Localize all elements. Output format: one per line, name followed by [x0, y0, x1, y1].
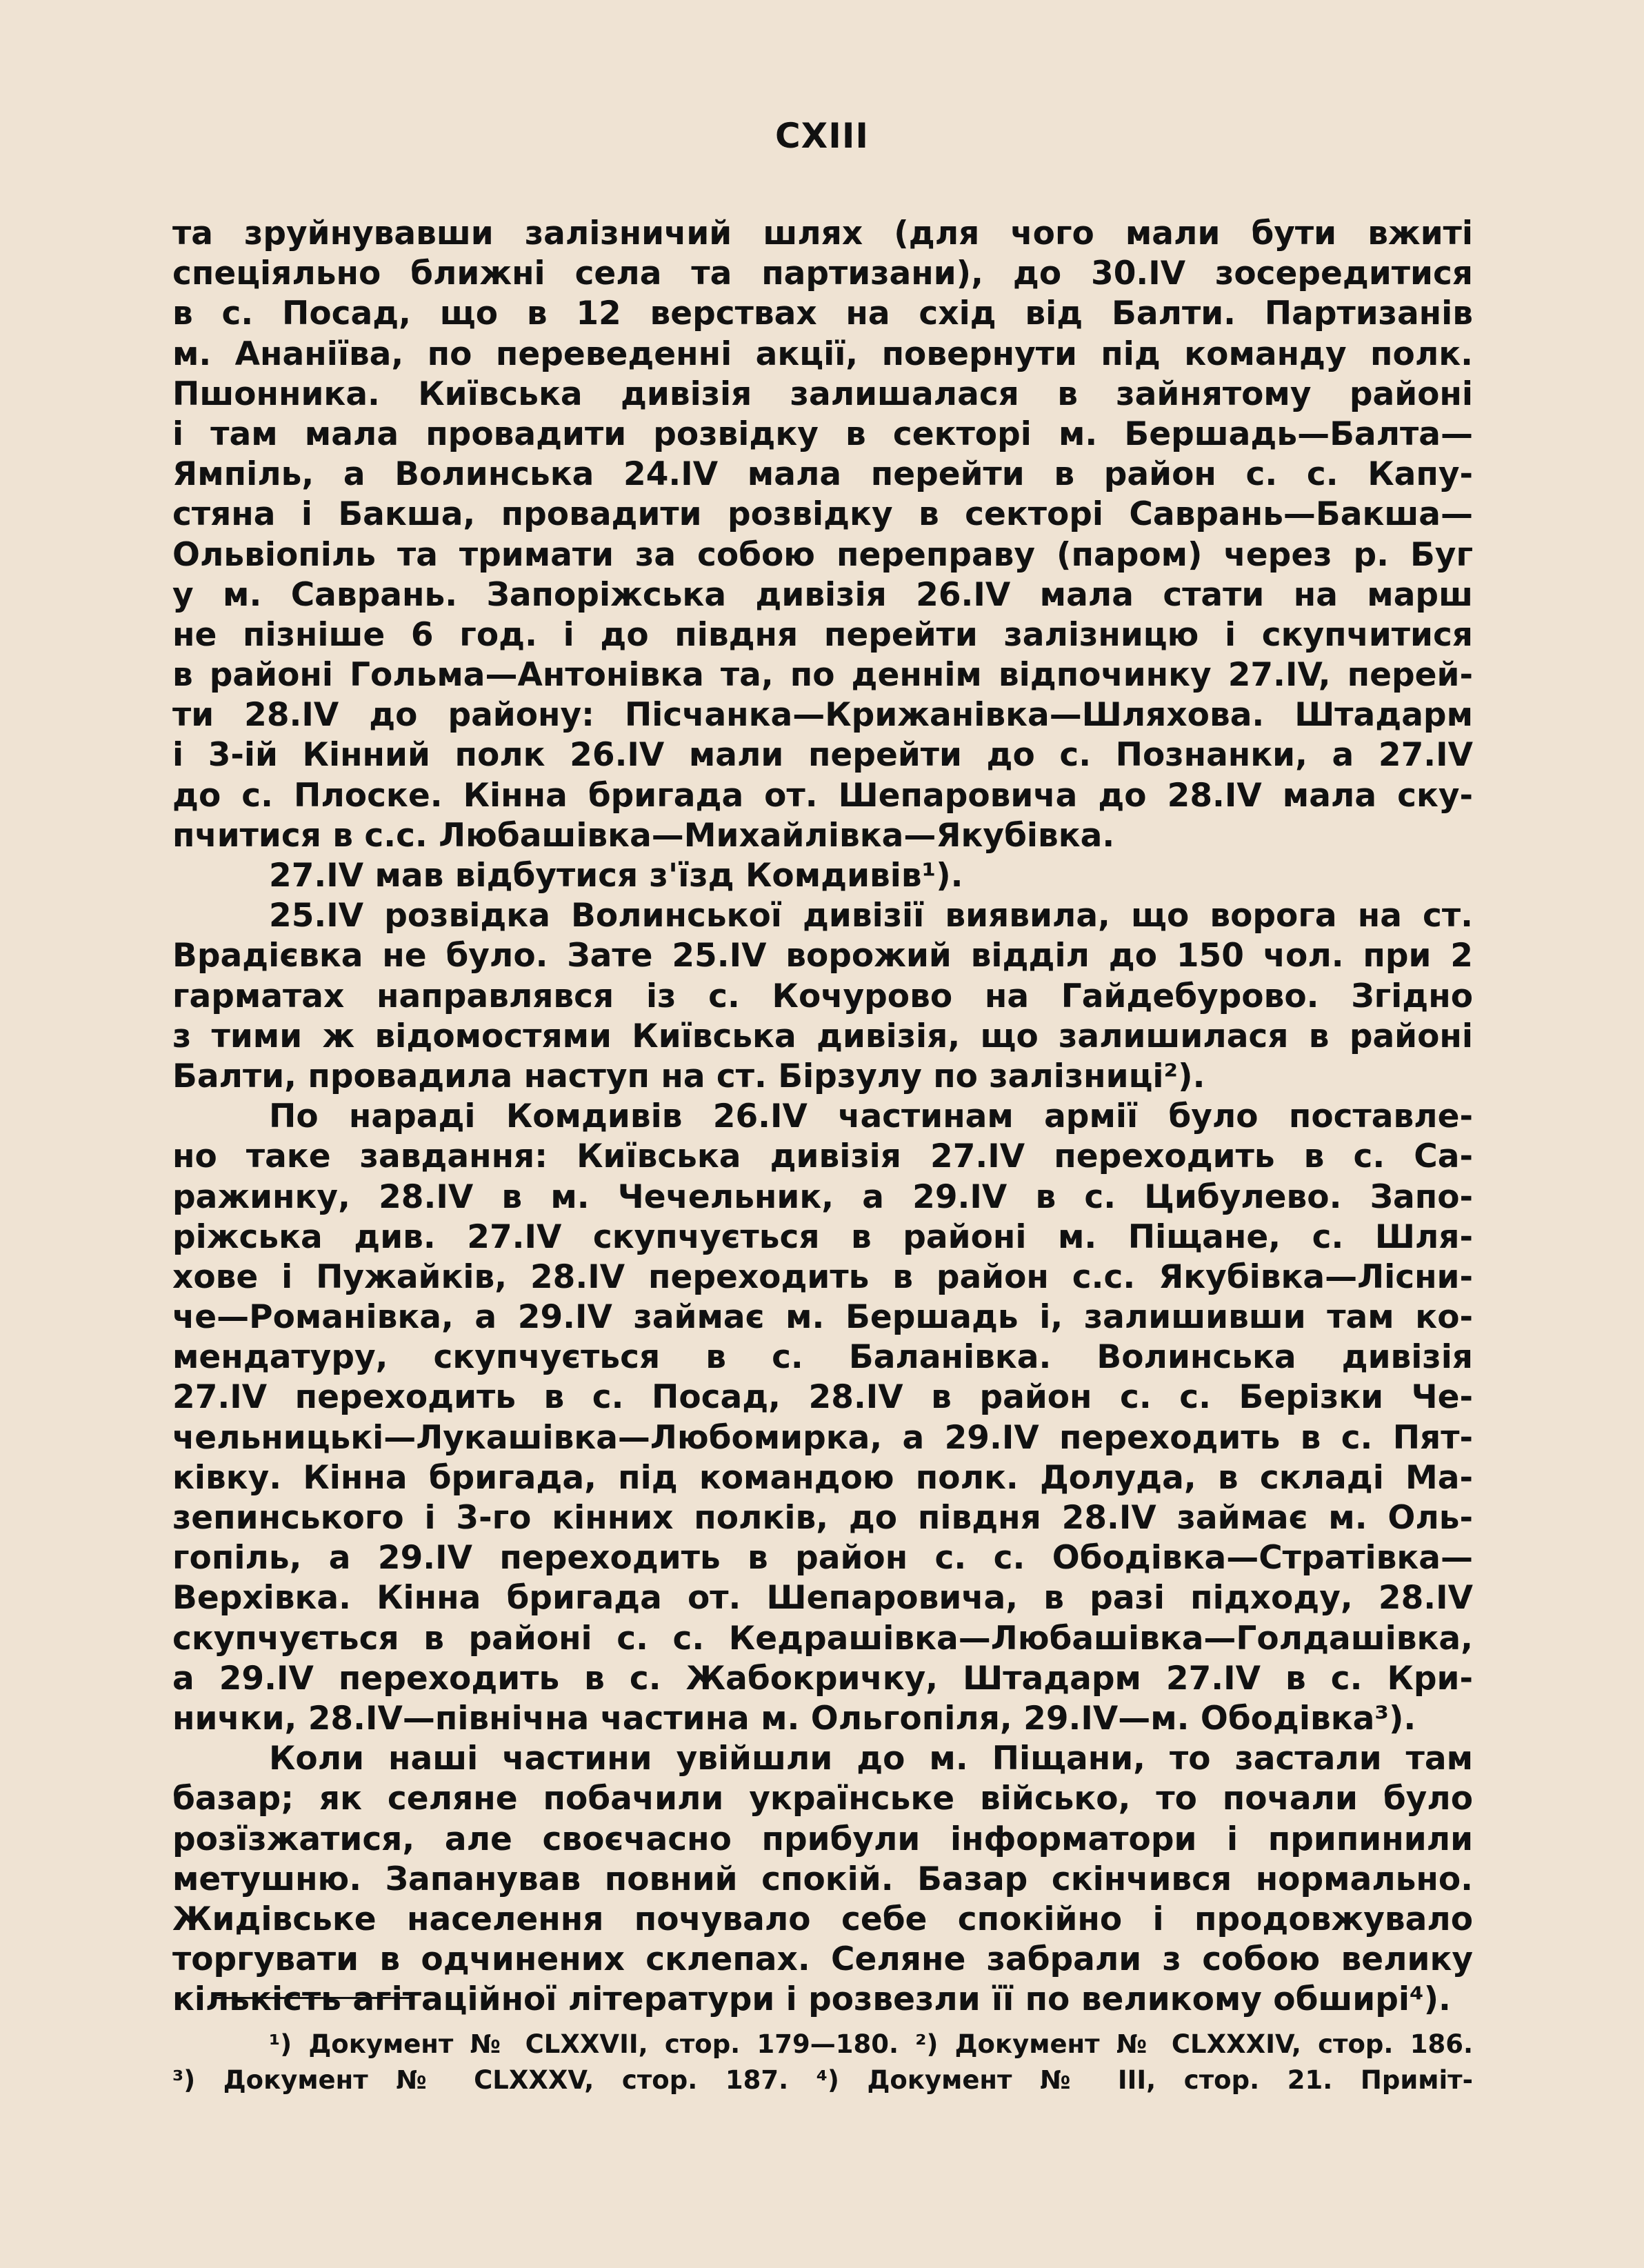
body-line: мендатуру, скупчується в с. Баланівка. Волинська дивізія [172, 1338, 1473, 1377]
body-line: в с. Посад, що в 12 верствах на схід від Балти. Партизанів [172, 295, 1473, 333]
body-line: Ямпіль, а Волинська 24.IV мала перейти в район с. с. Капу- [172, 455, 1473, 494]
body-line: розїзжатися, але своєчасно прибули інформатори і припинили [172, 1820, 1473, 1858]
body-line: 25.IV розвідка Волинської дивізії виявила, що ворога на ст. [269, 897, 1473, 935]
body-line: стяна і Бакша, провадити розвідку в секторі Саврань—Бакша— [172, 495, 1473, 534]
body-line: ражинку, 28.IV в м. Чечельник, а 29.IV в с. Цибулево. Запо- [172, 1177, 1473, 1216]
body-line: зепинського і 3-го кінних полків, до півдня 28.IV займає м. Оль- [172, 1499, 1473, 1537]
body-line: 27.IV переходить в с. Посад, 28.IV в район с. с. Берізки Че- [172, 1378, 1473, 1417]
body-line: до с. Плоске. Кінна бригада от. Шепаровича до 28.IV мала ску- [172, 776, 1473, 815]
body-line: хове і Пужайків, 28.IV переходить в район с.с. Якубівка—Лісни- [172, 1257, 1473, 1296]
footnote-divider [214, 1997, 411, 1999]
body-line: Ольвіопіль та тримати за собою переправу (паром) через р. Буг [172, 535, 1473, 574]
body-line: чельницькі—Лукашівка—Любомирка, а 29.IV переходить в с. Пят- [172, 1418, 1473, 1457]
body-line: ти 28.IV до району: Пісчанка—Крижанівка—Шляхова. Штадарм [172, 696, 1473, 735]
body-line: Верхівка. Кінна бригада от. Шепаровича, в разі підходу, 28.IV [172, 1579, 1473, 1618]
body-line: в районі Гольма—Антонівка та, по деннім відпочинку 27.IV, перей- [172, 656, 1473, 695]
body-line: Коли наші частини увійшли до м. Піщани, то застали там [269, 1740, 1473, 1778]
footnote-line: ³) Документ № CLXXXV, стор. 187. ⁴) Документ № III, стор. 21. Приміт- [172, 2065, 1473, 2095]
body-line: 27.IV мав відбутися з'їзд Комдивів¹). [269, 857, 963, 895]
body-line: з тими ж відомостями Київська дивізія, що залишилася в районі [172, 1017, 1473, 1055]
body-line: Пшонника. Київська дивізія залишалася в зайнятому районі [172, 375, 1473, 413]
body-line: По нараді Комдивів 26.IV частинам армії було поставле- [269, 1097, 1473, 1136]
body-line: че—Романівка, а 29.IV займає м. Бершадь і, залишивши там ко- [172, 1298, 1473, 1337]
body-line: Врадієвка не було. Зате 25.IV ворожий відділ до 150 чол. при 2 [172, 937, 1473, 975]
body-line: базар; як селяне побачили українське військо, то почали було [172, 1780, 1473, 1818]
body-line: гопіль, а 29.IV переходить в район с. с. Ободівка—Стратівка— [172, 1539, 1473, 1578]
footnote-line: ¹) Документ № CLXXVII, стор. 179—180. ²) Документ № CLXXXIV, стор. 186. [269, 2029, 1473, 2059]
body-line: м. Ананіїва, по переведенні акції, повернути під команду полк. [172, 335, 1473, 373]
body-line: Жидівське населення почувало себе спокійно і продовжувало [172, 1900, 1473, 1938]
body-line: ківку. Кінна бригада, під командою полк. Долуда, в складі Ма- [172, 1458, 1473, 1497]
body-text [172, 214, 1473, 2020]
body-line: не пізніше 6 год. і до півдня перейти залізницю і скупчитися [172, 615, 1473, 654]
body-line: Балти, провадила наступ на ст. Бірзулу по залізниці²). [172, 1057, 1205, 1095]
body-line: а 29.IV переходить в с. Жабокричку, Штадарм 27.IV в с. Кри- [172, 1659, 1473, 1698]
body-line: кількість агітаційної літератури і розвезли її по великому обширі⁴). [172, 1980, 1451, 2019]
body-line: у м. Саврань. Запоріжська дивізія 26.IV мала стати на марш [172, 575, 1473, 614]
body-line: і 3-ій Кінний полк 26.IV мали перейти до с. Познанки, а 27.IV [172, 736, 1473, 775]
body-line: метушню. Запанував повний спокій. Базар скінчився нормально. [172, 1860, 1473, 1898]
footnotes [172, 2027, 1473, 2098]
body-line: торгувати в одчинених склепах. Селяне забрали з собою велику [172, 1940, 1473, 1979]
body-line: спеціяльно ближні села та партизани), до 30.IV зосередитися [172, 255, 1473, 293]
body-line: нички, 28.IV—північна частина м. Ольгопіля, 29.IV—м. Ободівка³). [172, 1699, 1416, 1738]
body-line: і там мала провадити розвідку в секторі м. Бершадь—Балта— [172, 415, 1473, 453]
body-line: пчитися в с.с. Любашівка—Михайлівка—Якубівка. [172, 816, 1115, 855]
page-number: CXIII [774, 116, 870, 156]
body-line: ріжська див. 27.IV скупчується в районі м. Піщане, с. Шля- [172, 1217, 1473, 1256]
body-line: гарматах направлявся із с. Кочурово на Гайдебурово. Згідно [172, 977, 1473, 1015]
body-line: но таке завдання: Київська дивізія 27.IV переходить в с. Са- [172, 1137, 1473, 1176]
body-line: та зруйнувавши залізничий шлях (для чого мали бути вжиті [172, 215, 1473, 252]
body-line: скупчується в районі с. с. Кедрашівка—Любашівка—Голдашівка, [172, 1619, 1473, 1658]
